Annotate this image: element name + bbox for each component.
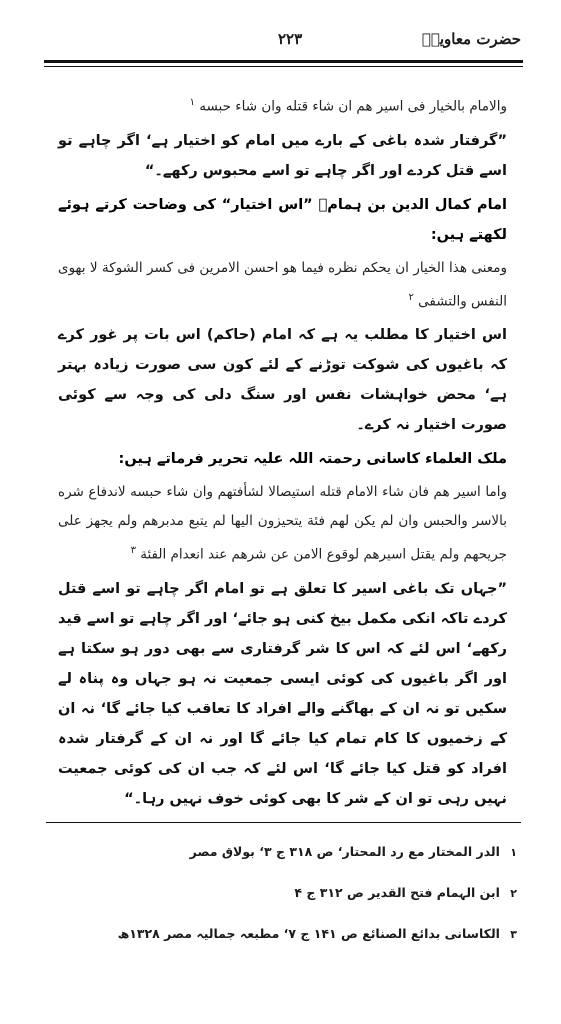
footnote-marker-2: ۲ xyxy=(408,291,414,303)
footnote-marker-3: ۳ xyxy=(130,545,136,556)
running-title: حضرت معاویہؓ xyxy=(421,30,521,48)
arabic-quote-3 xyxy=(58,478,507,570)
section-heading-1: امام کمال الدین بن ہمامؒ ”اس اختیار“ کی وضاحت کرتے ہوئے لکھتے ہیں: xyxy=(58,196,507,243)
urdu-explanation: اس اختیار کا مطلب یہ ہے کہ امام (حاکم) اس بات پر غور کرے کہ باغیوں کی شوکت توڑنے کے لئے کون سی صورت زیادہ بہتر ہے‘ محض خواہشات نفس اور سنگ دلی کی وجہ سے کوئی صورت اختیار نہ کرے۔ xyxy=(58,327,507,433)
page-number: ۲۲۳ xyxy=(278,30,303,48)
arabic-quote-1-text: والامام بالخیار فی اسیر هم ان شاء قتله وان شاء حبسه xyxy=(199,98,507,115)
footnote-2-number: ۲ xyxy=(510,887,517,900)
arabic-quote-2 xyxy=(58,254,507,317)
page-header xyxy=(48,28,521,64)
body-text xyxy=(58,88,507,818)
footnote-rule xyxy=(46,822,521,823)
footnote-marker-1: ۱ xyxy=(189,97,195,108)
footnotes xyxy=(70,842,517,965)
footnote-1 xyxy=(70,842,517,863)
arabic-quote-2-text: ومعنى هذا الخيار ان يحكم نظره فيما هو احسن الامرين فى كسر الشوكة لا بهوى النفس والتشفى xyxy=(58,259,507,309)
urdu-translation-2: ”جہاں تک باغی اسیر کا تعلق ہے تو امام اگر چاہے تو اسے قتل کردے تاکہ انکی مکمل بیخ کنی ہو جائے‘ اور اگر چاہے تو اسے قید رکھے‘ اس لئے کہ اس کا شر گرفتاری سے بھی دور ہو سکتا ہے اور اگر باغیوں کی کوئی ایسی جمعیت نہ ہو جہاں وہ پناہ لے سکیں تو نہ ان کے بھاگنے والے افراد کا تعاقب کیا جائے گا‘ نہ ان کے زخمیوں کا کام تمام کیا جائے گا اور نہ ان کے گرفتار شدہ افراد کو قتل کیا جائے گا‘ اس لئے کہ جب ان کی کوئی جمعیت نہیں رہی تو ان کے شر کا بھی کوئی خوف نہیں رہا۔“ xyxy=(58,580,507,807)
arabic-quote-1 xyxy=(58,88,507,122)
footnote-1-text: الدر المختار مع رد المحتار‘ ص ۳۱۸ ج ۳‘ بولاق مصر xyxy=(189,844,500,859)
footnote-1-number: ۱ xyxy=(510,846,517,859)
footnote-3 xyxy=(70,924,517,945)
footnote-3-text: الکاسانی بدائع الصنائع ص ۱۴۱ ج ۷‘ مطبعہ جمالیہ مصر ۱۳۲۸ھ xyxy=(117,926,500,941)
section-heading-2: ملک العلماء کاسانی رحمتہ اللہ علیہ تحریر فرماتے ہیں: xyxy=(118,451,507,467)
footnote-3-number: ۳ xyxy=(510,928,517,941)
header-rule-thick xyxy=(44,60,523,63)
arabic-quote-3-text: واما اسير هم فان شاء الامام قتله استيصالا لشأفتهم وان شاء حبسه لاندفاع شره بالاسر والحبس وان لم يكن لهم فئة يتحيزون اليها لم يتبع مدبرهم ولم يجهز على جريحهم ولم يقتل اسيرهم لوقوع الامن عن شرهم عند انعدام الفئة xyxy=(58,484,507,563)
header-rule-thin xyxy=(44,66,523,67)
footnote-2-text: ابن الہمام فتح القدیر ص ۳۱۲ ج ۴ xyxy=(294,885,500,900)
urdu-translation-1: ”گرفتار شدہ باغی کے بارے میں امام کو اختیار ہے‘ اگر چاہے تو اسے قتل کردے اور اگر چاہے تو اسے محبوس رکھے۔“ xyxy=(58,132,507,179)
footnote-2 xyxy=(70,883,517,904)
